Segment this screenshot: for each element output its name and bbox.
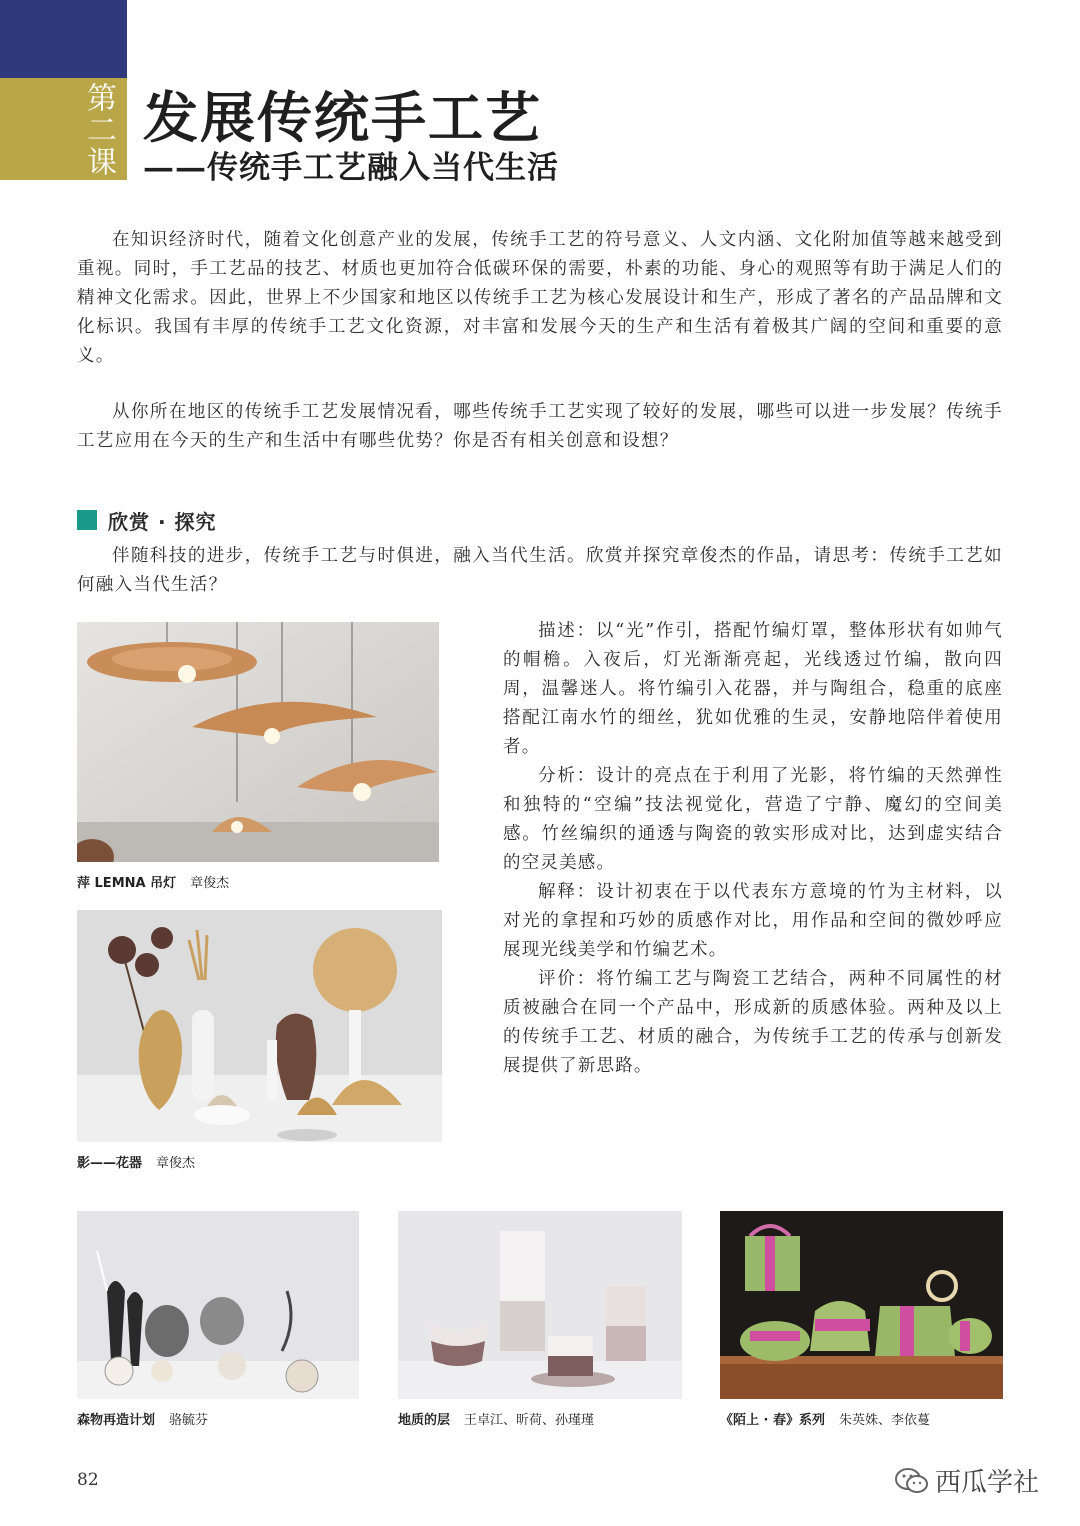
photo-forest-objects — [77, 1211, 359, 1399]
analysis-analyze: 分析：设计的亮点在于利用了光影，将竹编的天然弹性和独特的“空编”技法视觉化，营造了宁静、魔幻的空间美感。竹丝编织的通透与陶瓷的敦实形成对比，达到虚实结合的空灵美感。 — [503, 766, 1003, 873]
caption-forest-objects — [77, 1409, 208, 1428]
analysis-describe: 描述：以“光”作引，搭配竹编灯罩，整体形状有如帅气的帽檐。入夜后，灯光渐渐亮起，光线透过竹编，散向四周，温馨迷人。将竹编引入花器，并与陶组合，稳重的底座搭配江南水竹的细丝，犹如优雅的生灵，安静地陪伴着使用者。 — [503, 621, 1003, 757]
section-intro — [77, 542, 1003, 600]
photo-lemna-lamp — [77, 622, 439, 862]
watermark — [895, 1462, 1039, 1499]
analysis-block — [503, 617, 1003, 1081]
lesson-tab-top — [0, 0, 127, 78]
page-title: 发展传统手工艺 — [143, 85, 543, 150]
caption-title: 森物再造计划 — [77, 1413, 156, 1428]
analysis-evaluate: 评价：将竹编工艺与陶瓷工艺结合，两种不同属性的材质被融合在同一个产品中，形成新的质感体验。两种及以上的传统手工艺、材质的融合，为传统手工艺的传承与创新发展提供了新思路。 — [503, 969, 1003, 1076]
analysis-explain: 解释：设计初衷在于以代表东方意境的竹为主材料，以对光的拿捏和巧妙的质感作对比，用作品和空间的微妙呼应展现光线美学和竹编艺术。 — [503, 882, 1003, 960]
lesson-label: 第二课 — [81, 82, 116, 178]
caption-title: 影——花器 — [77, 1156, 143, 1171]
caption-shadow-vases — [77, 1152, 195, 1171]
intro-paragraph — [77, 226, 1003, 371]
photo-spring-bags — [720, 1211, 1003, 1399]
section-marker-icon — [77, 510, 97, 530]
caption-author: 王卓江、昕荷、孙瑾瑾 — [464, 1413, 595, 1428]
caption-title: 《陌上 · 春》系列 — [720, 1413, 825, 1428]
caption-geological-layers — [398, 1409, 594, 1428]
caption-author: 骆毓芬 — [169, 1413, 209, 1428]
question-paragraph — [77, 398, 1003, 456]
section-title: 欣赏 · 探究 — [108, 510, 217, 534]
caption-title: 地质的层 — [398, 1413, 451, 1428]
caption-title: 萍 LEMNA 吊灯 — [77, 876, 177, 891]
section-intro-text: 伴随科技的进步，传统手工艺与时俱进，融入当代生活。欣赏并探究章俊杰的作品，请思考：传统手工艺如何融入当代生活？ — [77, 546, 1003, 595]
page-subtitle: ——传统手工艺融入当代生活 — [143, 150, 559, 186]
intro-text: 在知识经济时代，随着文化创意产业的发展，传统手工艺的符号意义、人文内涵、文化附加值等越来越受到重视。同时，手工艺品的技艺、材质也更加符合低碳环保的需要，朴素的功能、身心的观照等有助于满足人们的精神文化需求。因此，世界上不少国家和地区以传统手工艺为核心发展设计和生产，形成了著名的产品品牌和文化标识。我国有丰厚的传统手工艺文化资源，对丰富和发展今天的生产和生活有着极其广阔的空间和重要的意义。 — [77, 230, 1003, 366]
caption-spring-bags — [720, 1409, 930, 1428]
caption-author: 朱英姝、李依蔓 — [839, 1413, 931, 1428]
question-text: 从你所在地区的传统手工艺发展情况看，哪些传统手工艺实现了较好的发展，哪些可以进一步发展？传统手工艺应用在今天的生产和生活中有哪些优势？你是否有相关创意和设想？ — [77, 402, 1003, 451]
watermark-text: 西瓜学社 — [935, 1468, 1040, 1498]
caption-lemna-lamp — [77, 872, 229, 891]
caption-author: 章俊杰 — [190, 876, 230, 891]
photo-geological-layers — [398, 1211, 682, 1399]
photo-shadow-vases — [77, 910, 442, 1142]
page-number: 82 — [77, 1470, 99, 1490]
wechat-icon — [895, 1467, 929, 1495]
caption-author: 章俊杰 — [156, 1156, 196, 1171]
